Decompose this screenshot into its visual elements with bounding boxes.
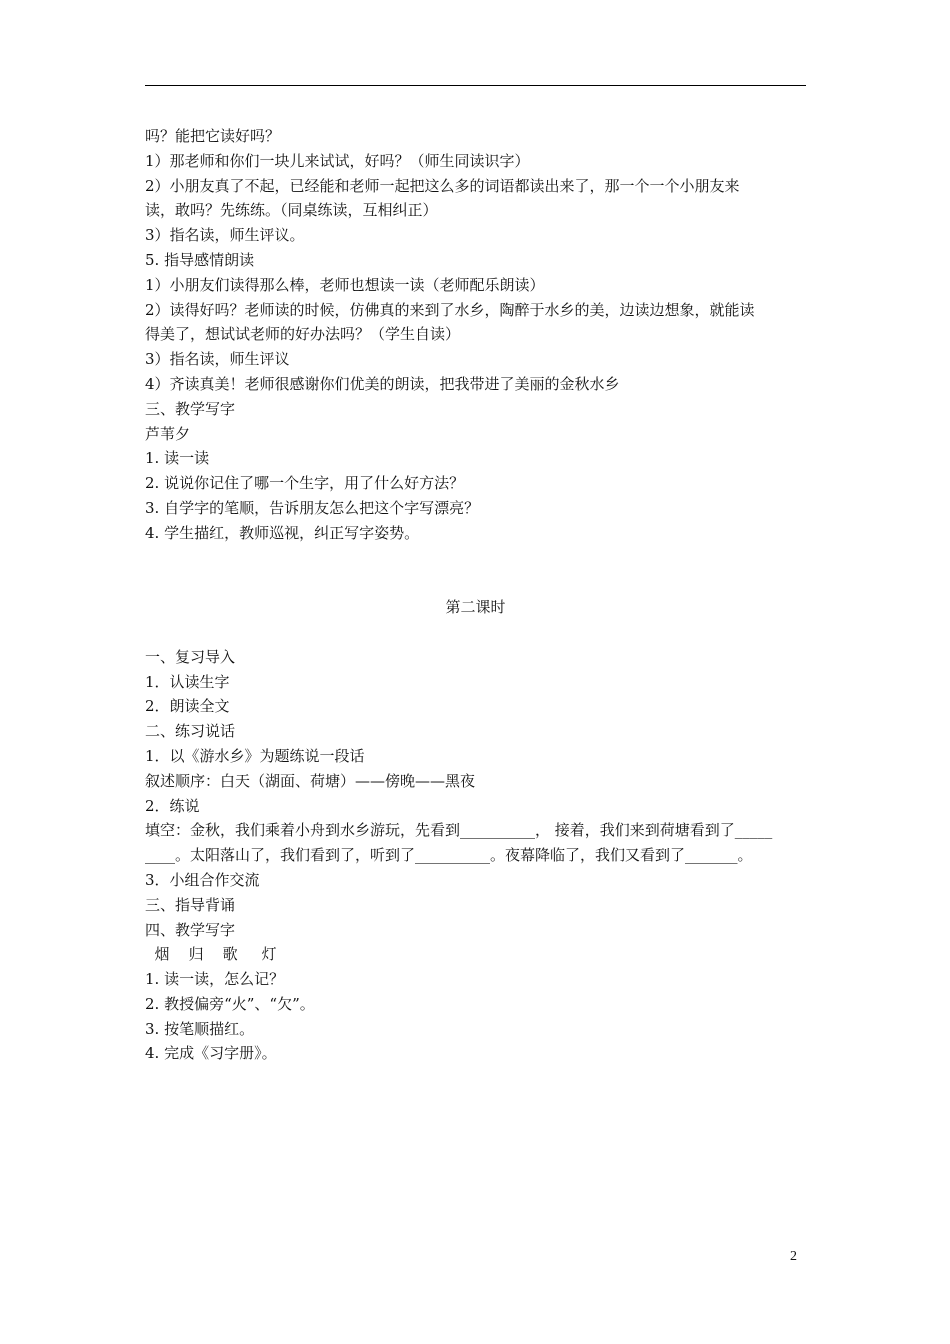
text-line: 1. 读一读，怎么记？ bbox=[145, 970, 285, 989]
fill-in-line: ____。太阳落山了，我们看到了，听到了__________。夜幕降临了，我们又看到了_______。 bbox=[145, 846, 753, 865]
text-line: 2. 教授偏旁“火”、“欠”。 bbox=[145, 994, 315, 1013]
character-list: 芦苇夕 bbox=[145, 424, 191, 443]
text-line: 读，敢吗？先练练。（同桌练读，互相纠正） bbox=[145, 201, 438, 220]
text-line: 3．小组合作交流 bbox=[145, 870, 260, 889]
text-line: 1．以《游水乡》为题练说一段话 bbox=[145, 746, 365, 765]
lesson-title: 第二课时 bbox=[445, 598, 506, 617]
text-line: 4）齐读真美！老师很感谢你们优美的朗读，把我带进了美丽的金秋水乡 bbox=[145, 374, 620, 393]
text-line: 5. 指导感情朗读 bbox=[145, 250, 255, 269]
section-heading: 四、教学写字 bbox=[145, 920, 236, 939]
text-line: 2）小朋友真了不起，已经能和老师一起把这么多的词语都读出来了，那一个一个小朋友来 bbox=[145, 176, 740, 195]
text-line: 3）指名读，师生评议 bbox=[145, 350, 290, 369]
blank-line bbox=[145, 546, 806, 571]
blank-line bbox=[145, 570, 806, 595]
blank-line bbox=[145, 620, 806, 645]
page-number: 2 bbox=[790, 1249, 797, 1264]
text-line: 1）那老师和你们一块儿来试试，好吗？（师生同读识字） bbox=[145, 151, 530, 170]
text-line: 1）小朋友们读得那么棒，老师也想读一读（老师配乐朗读） bbox=[145, 275, 545, 294]
section-heading: 三、指导背诵 bbox=[145, 895, 236, 914]
text-line: 2）读得好吗？老师读的时候，仿佛真的来到了水乡，陶醉于水乡的美，边读边想象，就能读 bbox=[145, 300, 755, 319]
text-line: 2. 说说你记住了哪一个生字，用了什么好方法？ bbox=[145, 474, 465, 493]
text-line: 叙述顺序：白天（湖面、荷塘）——傍晚——黑夜 bbox=[145, 771, 476, 790]
character-list: 烟 归 歌 灯 bbox=[145, 945, 277, 964]
text-line: 3. 自学字的笔顺，告诉朋友怎么把这个字写漂亮？ bbox=[145, 498, 480, 517]
text-line: 4. 完成《习字册》。 bbox=[145, 1044, 277, 1063]
document-body bbox=[145, 124, 806, 1066]
section-heading: 一、复习导入 bbox=[145, 647, 236, 666]
text-line: 吗？能把它读好吗？ bbox=[145, 127, 281, 145]
text-line: 1. 读一读 bbox=[145, 449, 210, 468]
fill-in-line: 填空：金秋，我们乘着小舟到水乡游玩，先看到__________， 接着，我们来到荷塘看到了_____ bbox=[145, 821, 773, 840]
text-line: 4. 学生描红，教师巡视，纠正写字姿势。 bbox=[145, 523, 420, 542]
text-line: 得美了，想试试老师的好办法吗？（学生自读） bbox=[145, 325, 461, 344]
header-rule bbox=[145, 85, 806, 86]
text-line: 2．练说 bbox=[145, 796, 200, 815]
section-heading: 三、教学写字 bbox=[145, 399, 236, 418]
text-line: 3. 按笔顺描红。 bbox=[145, 1019, 255, 1038]
text-line: 3）指名读，师生评议。 bbox=[145, 226, 305, 245]
text-line: 1．认读生字 bbox=[145, 672, 230, 691]
text-line: 2．朗读全文 bbox=[145, 697, 230, 716]
section-heading: 二、练习说话 bbox=[145, 722, 236, 741]
